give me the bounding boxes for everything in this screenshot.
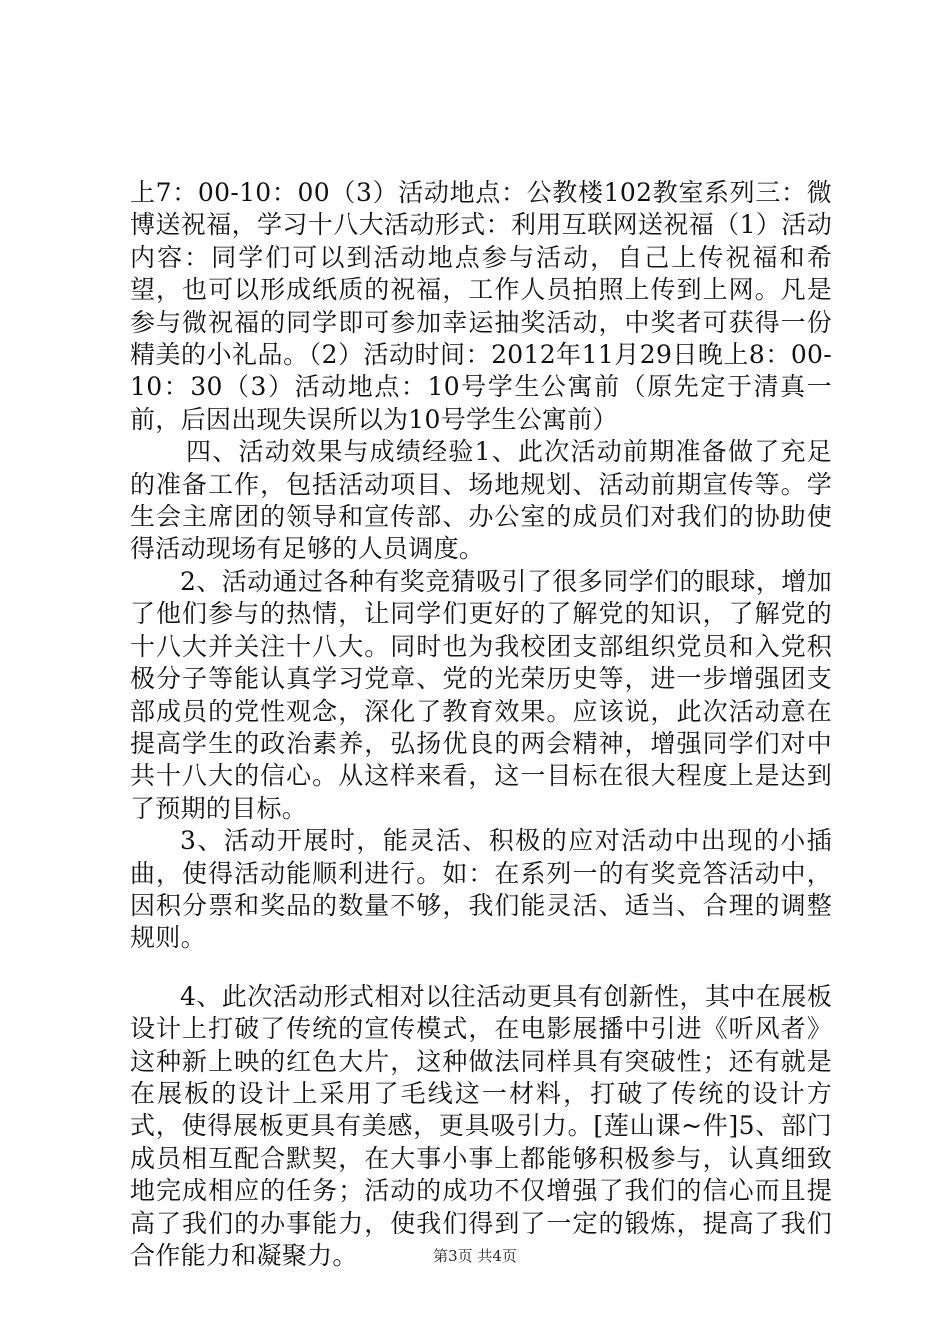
- document-body: [130, 177, 832, 1272]
- paragraph-activity-details: 上7：00-10：00（3）活动地点：公教楼102教室系列三：微博送祝福，学习十八大活动形式：利用互联网送祝福（1）活动内容：同学们可以到活动地点参与活动，自己上传祝福和希望，也可以形成纸质的祝福，工作人员拍照上传到上网。凡是参与微祝福的同学即可参加幸运抽奖活动，中奖者可获得一份精美的小礼品。（2）活动时间：2012年11月29日晚上8：00-10：30（3）活动地点：10号学生公寓前（原先定于清真一前，后因出现失误所以为10号学生公寓前）: [130, 178, 832, 434]
- paragraph-point-three: 3、活动开展时，能灵活、积极的应对活动中出现的小插曲，使得活动能顺利进行。如：在系列一的有奖竞答活动中，因积分票和奖品的数量不够，我们能灵活、适当、合理的调整规则。: [130, 826, 832, 953]
- paragraph-section-four-point-one: 四、活动效果与成绩经验1、此次活动前期准备做了充足的准备工作，包括活动项目、场地规划、活动前期宣传等。学生会主席团的领导和宣传部、办公室的成员们对我们的协助使得活动现场有足够的人员调度。: [130, 437, 832, 564]
- paragraph-point-two: 2、活动通过各种有奖竞猜吸引了很多同学们的眼球，增加了他们参与的热情，让同学们更好的了解党的知识，了解党的十八大并关注十八大。同时也为我校团支部组织党员和入党积极分子等能认真学习党章、党的光荣历史等，进一步增强团支部成员的党性观念，深化了教育效果。应该说，此次活动意在提高学生的政治素养，弘扬优良的两会精神，增强同学们对中共十八大的信心。从这样来看，这一目标在很大程度上是达到了预期的目标。: [130, 566, 832, 823]
- page-number-footer: 第3页 共4页: [433, 1247, 517, 1265]
- paragraph-point-four-five: 4、此次活动形式相对以往活动更具有创新性，其中在展板设计上打破了传统的宣传模式，在电影展播中引进《听风者》这种新上映的红色大片，这种做法同样具有突破性；还有就是在展板的设计上采用了毛线这一材料，打破了传统的设计方式，使得展板更具有美感，更具吸引力。[莲山课~件]5、部门成员相互配合默契，在大事小事上都能够积极参与，认真细致地完成相应的任务；活动的成功不仅增强了我们的信心而且提高了我们的办事能力，使我们得到了一定的锻炼，提高了我们合作能力和凝聚力。: [130, 981, 832, 1270]
